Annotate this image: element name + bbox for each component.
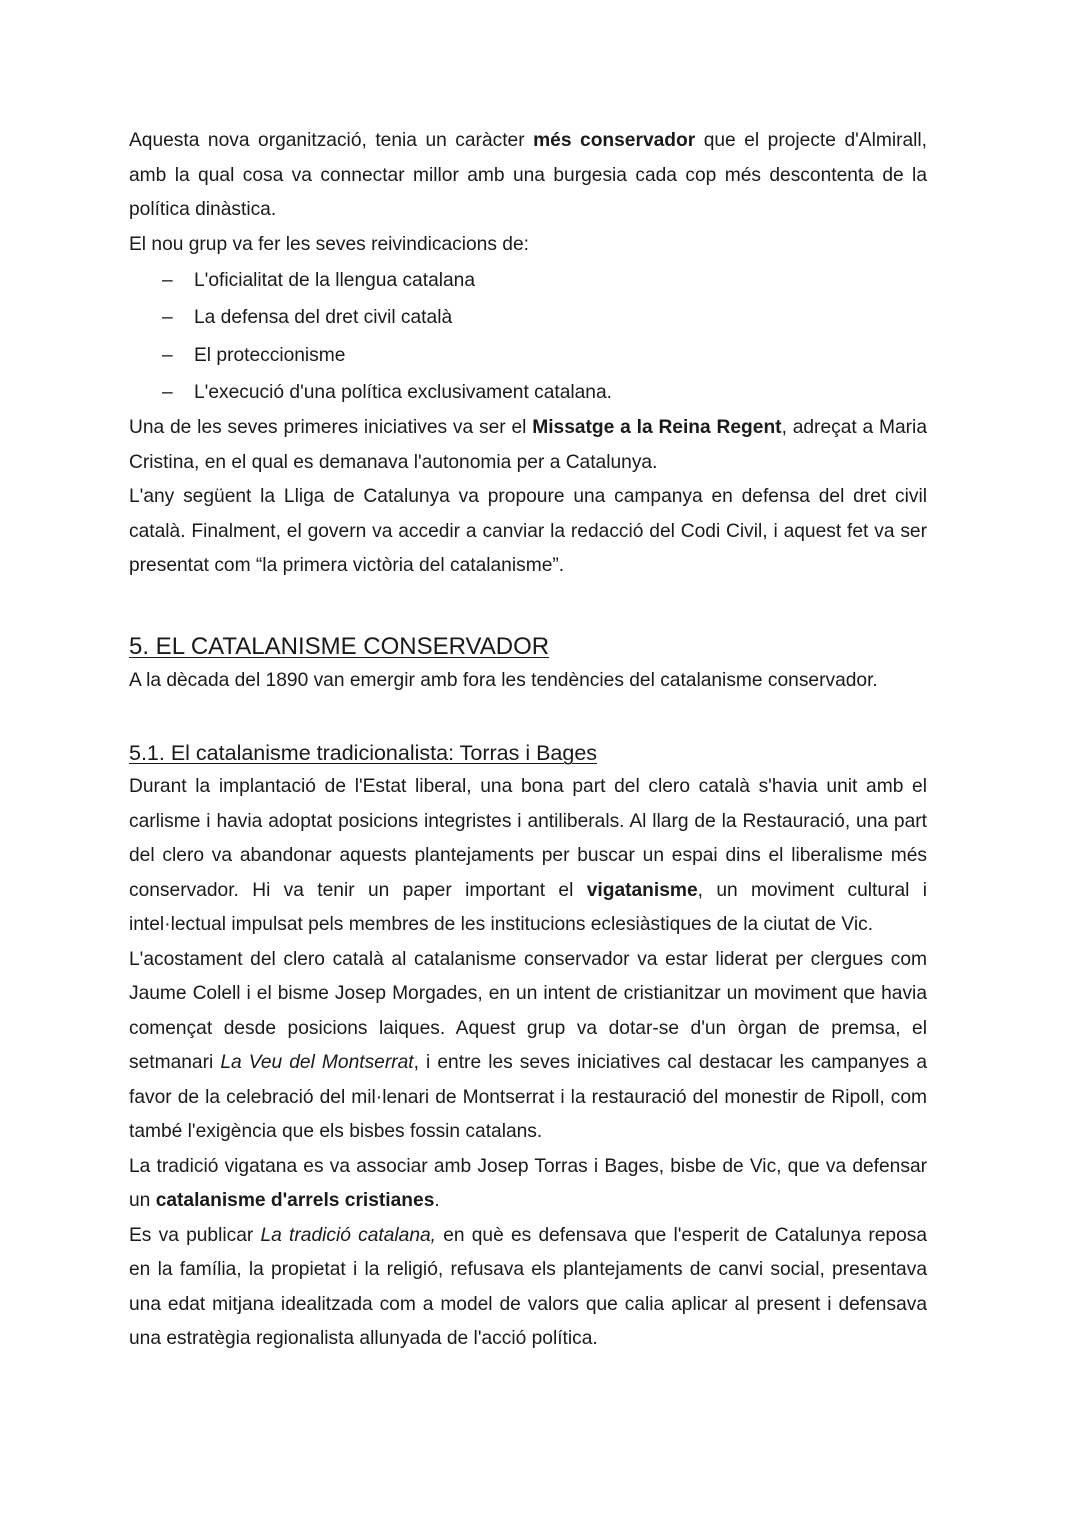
missatge-emphasis: Missatge a la Reina Regent: [532, 417, 782, 439]
intro-text-cont: que el projecte d'Almirall, amb la qual cosa va connectar millor amb una burgesia cada cop més descontenta de la política dinàstica.: [129, 130, 927, 220]
intro-text: Aquesta nova organització, tenia un caràcter: [129, 130, 534, 151]
bullet-dash: –: [162, 344, 173, 366]
missatge-text: Una de les seves primeres iniciatives va ser el: [129, 417, 533, 439]
section-5-intro: A la dècada del 1890 van emergir amb fora les tendències del catalanisme conservador.: [129, 669, 878, 691]
list-item-text: La defensa del dret civil català: [194, 307, 453, 329]
list-item-text: L'execució d'una política exclusivament catalana.: [194, 381, 612, 403]
periodical-title: La Veu del Montserrat: [220, 1052, 414, 1074]
torras-paragraph: [129, 1150, 927, 1219]
list-item: [129, 374, 927, 411]
bullet-dash: –: [162, 307, 173, 329]
vigatanisme-paragraph: [129, 770, 927, 943]
tradicio-paragraph: [129, 1219, 927, 1357]
bullet-dash: –: [162, 381, 173, 403]
paragraph-text-cont: , un moviment cultural i intel·lectual impulsat pels membres de les institucions eclesiàstiques de la ciutat de Vic.: [129, 879, 927, 936]
section-5-heading: 5. EL CATALANISME CONSERVADOR: [129, 632, 550, 660]
section-5-1-heading: 5.1. El catalanisme tradicionalista: Torras i Bages: [129, 741, 598, 766]
lliga-paragraph: L'any següent la Lliga de Catalunya va propoure una campanya en defensa del dret civil català. Finalment, el govern va accedir a canviar la redacció del Codi Civil, i aquest fet va ser presentat com “la primera victòria del catalanisme”.: [129, 486, 927, 577]
document-page: [129, 124, 927, 1357]
paragraph-text: La tradició vigatana es va associar amb Josep Torras i Bages, bisbe de Vic, que va defensar un: [129, 1155, 927, 1212]
paragraph-text-cont: , i entre les seves iniciatives cal destacar les campanyes a favor de la celebració del mil·lenari de Montserrat i la restauració del monestir de Ripoll, com també l'exigència que els bisbes fossin catalans.: [129, 1052, 928, 1143]
missatge-paragraph: [129, 411, 927, 480]
intro-paragraph: [129, 124, 927, 228]
bullet-dash: –: [162, 270, 173, 291]
demands-list: [129, 262, 927, 411]
paragraph-text-cont: .: [434, 1190, 440, 1212]
vigatanisme-emphasis: vigatanisme: [586, 879, 698, 901]
book-title: La tradició catalana,: [260, 1224, 436, 1246]
list-item: [129, 262, 927, 299]
missatge-text-cont: , adreçat a Maria Cristina, en el qual es demanava l'autonomia per a Catalunya.: [129, 417, 927, 473]
paragraph-text: L'acostament del clero català al catalanisme conservador va estar liderat per clergues com Jaume Colell i el bisme Josep Morgades, en un intent de cristianitzar un moviment que havia començat desde posicions laiques. Aquest grup va dotar-se d'un òrgan de premsa, el setmanari: [129, 948, 927, 1074]
paragraph-text: Durant la implantació de l'Estat liberal, una bona part del clero català s'havia unit amb el carlisme i havia adoptat posicions integristes i antiliberals. Al llarg de la Restauració, una part del clero va abandonar aquests plantejaments per buscar un espai dins el liberalisme més conservador. Hi va tenir un paper important el: [129, 776, 927, 901]
list-item-text: L'oficialitat de la llengua catalana: [194, 270, 476, 291]
list-item-text: El proteccionisme: [194, 344, 346, 366]
torras-emphasis: catalanisme d'arrels cristianes: [155, 1190, 435, 1212]
list-item: [129, 299, 927, 336]
paragraph-text: Es va publicar: [129, 1224, 261, 1246]
paragraph-text-cont: en què es defensava que l'esperit de Catalunya reposa en la família, la propietat i la religió, refusava els plantejaments de canvi social, presentava una edat mitjana idealitzada com a model de valors que calia aplicar al present i defensava una estratègia regionalista allunyada de l'acció política.: [129, 1224, 928, 1350]
clero-paragraph: [129, 943, 927, 1150]
demands-lead: El nou grup va fer les seves reivindicacions de:: [129, 233, 529, 255]
intro-emphasis: més conservador: [533, 130, 696, 151]
list-item: [129, 337, 927, 374]
